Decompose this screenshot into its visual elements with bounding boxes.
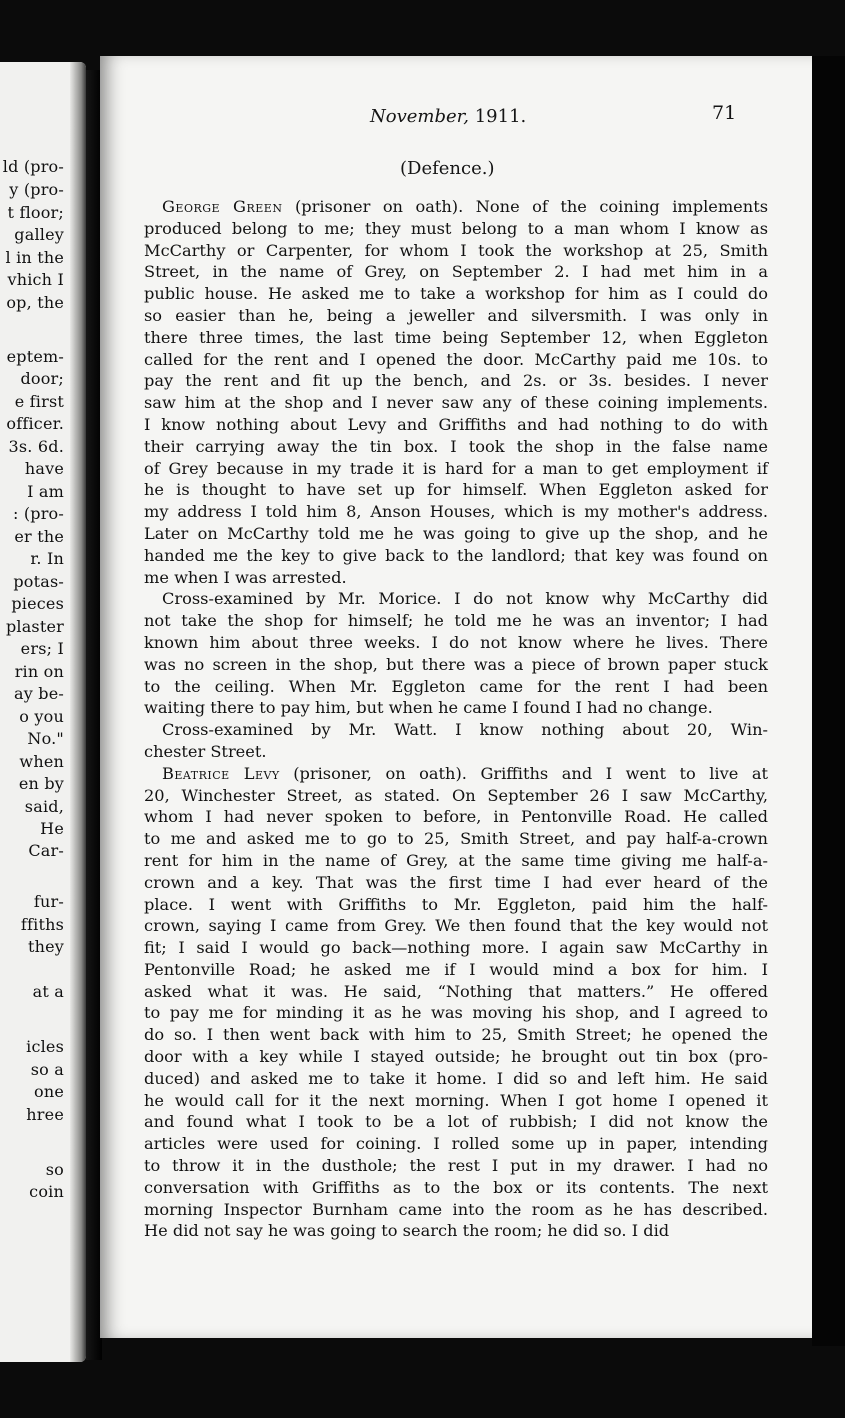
paragraph-green-testimony [144, 196, 768, 588]
left-page-fragment: so [45, 1160, 64, 1179]
text-line: fit; I said I would go back—nothing more. I again saw McCarthy in [144, 938, 768, 958]
text-line: do so. I then went back with him to 25, Smith Street; he opened the [144, 1025, 768, 1045]
text-line: articles were used for coining. I rolled some up in paper, intending [144, 1134, 768, 1154]
text-line: produced belong to me; they must belong to a man whom I know as [144, 218, 768, 238]
text-line: crown, saying I came from Grey. We then found that the key would not [144, 916, 768, 936]
text-line: crown and a key. That was the first time I had ever heard of the [144, 872, 768, 892]
left-page-fragment: en by [18, 774, 64, 793]
text-line: he would call for it the next morning. When I got home I opened it [144, 1090, 768, 1110]
left-page-fragment: : (pro- [12, 504, 64, 523]
paragraph-lines [144, 785, 768, 1243]
running-head-month: November, [370, 106, 469, 127]
left-page-fragment: 3s. 6d. [8, 437, 64, 456]
left-page-fragment: He [40, 819, 64, 838]
text-line: Pentonville Road; he asked me if I would mind a box for him. I [144, 959, 768, 979]
left-page-fragment: at a [32, 982, 64, 1001]
left-page-fragment: door; [20, 369, 64, 388]
page-number: 71 [712, 102, 737, 124]
text-line: of Grey because in my trade it is hard for a man to get employment if [144, 458, 768, 478]
right-edge-shadow [812, 56, 845, 1346]
paragraph-cross-examination-watt [144, 719, 768, 763]
left-page-fragment: coin [29, 1182, 64, 1201]
right-page [100, 56, 812, 1338]
left-page-fragment: ld (pro- [2, 157, 64, 176]
left-page-fragment: officer. [6, 414, 64, 433]
text-line: saw him at the shop and I never saw any of these coining implements. [144, 393, 768, 413]
text-line-part: (prisoner on oath). None of the coining implements [282, 197, 769, 216]
paragraph-levy-testimony [144, 763, 768, 1243]
page-header [100, 102, 812, 130]
text-line [144, 763, 768, 785]
text-line: he is thought to have set up for himself. When Eggleton asked for [144, 480, 768, 500]
left-page-fragment: galley [14, 225, 64, 244]
left-page-fragment: eptem- [6, 347, 64, 366]
text-line: pay the rent and fit up the bench, and 2s. or 3s. besides. I never [144, 371, 768, 391]
text-line: Cross-examined by Mr. Watt. I know nothing about 20, Win- [162, 720, 768, 740]
left-page-fragment: t floor; [7, 203, 64, 222]
left-page-fragment: one [33, 1082, 64, 1101]
text-line: place. I went with Griffiths to Mr. Eggleton, paid him the half- [144, 894, 768, 914]
text-line: He did not say he was going to search the room; he did so. I did [144, 1221, 670, 1241]
text-line: asked what it was. He said, “Nothing that matters.” He offered [144, 981, 768, 1001]
text-line: to the ceiling. When Mr. Eggleton came for the rent I had been [144, 676, 768, 696]
speaker-name: Beatrice Levy [162, 763, 280, 783]
text-line: Street, in the name of Grey, on September 2. I had met him in a [144, 262, 768, 282]
text-line: me when I was arrested. [144, 567, 347, 587]
text-line: to me and asked me to go to 25, Smith Street, and pay half-a-crown [144, 829, 768, 849]
text-line: so easier than he, being a jeweller and silversmith. I was only in [144, 305, 768, 325]
section-title: (Defence.) [400, 158, 495, 179]
left-page-fragment: when [19, 752, 64, 771]
left-page-fragment: have [24, 459, 64, 478]
text-line: not take the shop for himself; he told me he was an inventor; I had [144, 611, 768, 631]
text-line: to throw it in the dusthole; the rest I put in my drawer. I had no [144, 1156, 768, 1176]
left-page-fragment: icles [26, 1037, 64, 1056]
left-page-fragment: hree [26, 1105, 64, 1124]
text-line: Cross-examined by Mr. Morice. I do not know why McCarthy did [162, 589, 768, 609]
text-line: there three times, the last time being September 12, when Eggleton [144, 327, 768, 347]
text-line: conversation with Griffiths as to the box or its contents. The next [144, 1177, 768, 1197]
text-line: known him about three weeks. I do not know where he lives. There [144, 632, 768, 652]
text-line: duced) and asked me to take it home. I did so and left him. He said [144, 1068, 768, 1088]
running-head [370, 106, 526, 127]
left-page-fragment: potas- [13, 572, 64, 591]
text-line-part: (prisoner, on oath). Griffiths and I went to live at [279, 763, 768, 783]
text-line: 20, Winchester Street, as stated. On September 26 I saw McCarthy, [144, 785, 768, 805]
text-line: was no screen in the shop, but there was a piece of brown paper stuck [144, 654, 768, 674]
left-page-fragment: ay be- [14, 684, 64, 703]
text-line: McCarthy or Carpenter, for whom I took the workshop at 25, Smith [144, 240, 768, 260]
text-line: to pay me for minding it as he was moving his shop, and I agreed to [144, 1003, 768, 1023]
left-page-fragment: I am [27, 482, 64, 501]
left-page-fragment: rin on [14, 662, 64, 681]
left-page-fragment: Car- [28, 841, 64, 860]
text-line: door with a key while I stayed outside; he brought out tin box (pro- [144, 1047, 768, 1067]
text-line: handed me the key to give back to the landlord; that key was found on [144, 545, 768, 565]
text-line: called for the rent and I opened the door. McCarthy paid me 10s. to [144, 349, 768, 369]
text-line: my address I told him 8, Anson Houses, which is my mother's address. [144, 502, 768, 522]
text-line: their carrying away the tin box. I took the shop in the false name [144, 436, 768, 456]
left-page-fragment: o you [19, 707, 64, 726]
left-page-fragment: ffiths [20, 915, 64, 934]
left-page-fragment: y (pro- [9, 180, 64, 199]
text-line: waiting there to pay him, but when he came I found I had no change. [144, 698, 713, 718]
speaker-name: George Green [162, 197, 283, 216]
text-line: public house. He asked me to take a workshop for him as I could do [144, 284, 768, 304]
left-page-fragment: ers; I [20, 639, 64, 658]
text-line: rent for him in the name of Grey, at the same time giving me half-a- [144, 850, 768, 870]
text-line: chester Street. [144, 741, 267, 761]
left-page-fragment: said, [24, 797, 64, 816]
left-page-fragment: plaster [5, 617, 64, 636]
left-page-fragment: so a [30, 1060, 64, 1079]
text-line: whom I had never spoken to before, in Pentonville Road. He called [144, 807, 768, 827]
left-page-gutter-shadow [70, 62, 86, 1362]
left-page-fragment: l in the [5, 248, 64, 267]
left-page-fragment: vhich I [7, 270, 64, 289]
text-line: morning Inspector Burnham came into the room as he has described. [144, 1199, 768, 1219]
text-line: and found what I took to be a lot of rubbish; I did not know the [144, 1112, 768, 1132]
left-page-fragment: e first [14, 392, 64, 411]
text-line: I know nothing about Levy and Griffiths and had nothing to do with [144, 414, 768, 434]
body-text [144, 196, 768, 1242]
left-page-fragment: op, the [6, 293, 64, 312]
paragraph-lines [144, 218, 768, 589]
text-line: Later on McCarthy told me he was going to give up the shop, and he [144, 523, 768, 543]
left-page-fragment: pieces [11, 594, 64, 613]
left-page [0, 62, 86, 1362]
left-page-fragment: er the [14, 527, 64, 546]
running-head-year: 1911. [474, 106, 527, 127]
paragraph-cross-examination-morice [144, 588, 768, 719]
left-page-fragment: fur- [33, 892, 64, 911]
left-page-fragment: they [27, 937, 64, 956]
text-line [144, 196, 768, 218]
left-page-fragment: No." [27, 729, 64, 748]
left-page-fragment: r. In [30, 549, 64, 568]
